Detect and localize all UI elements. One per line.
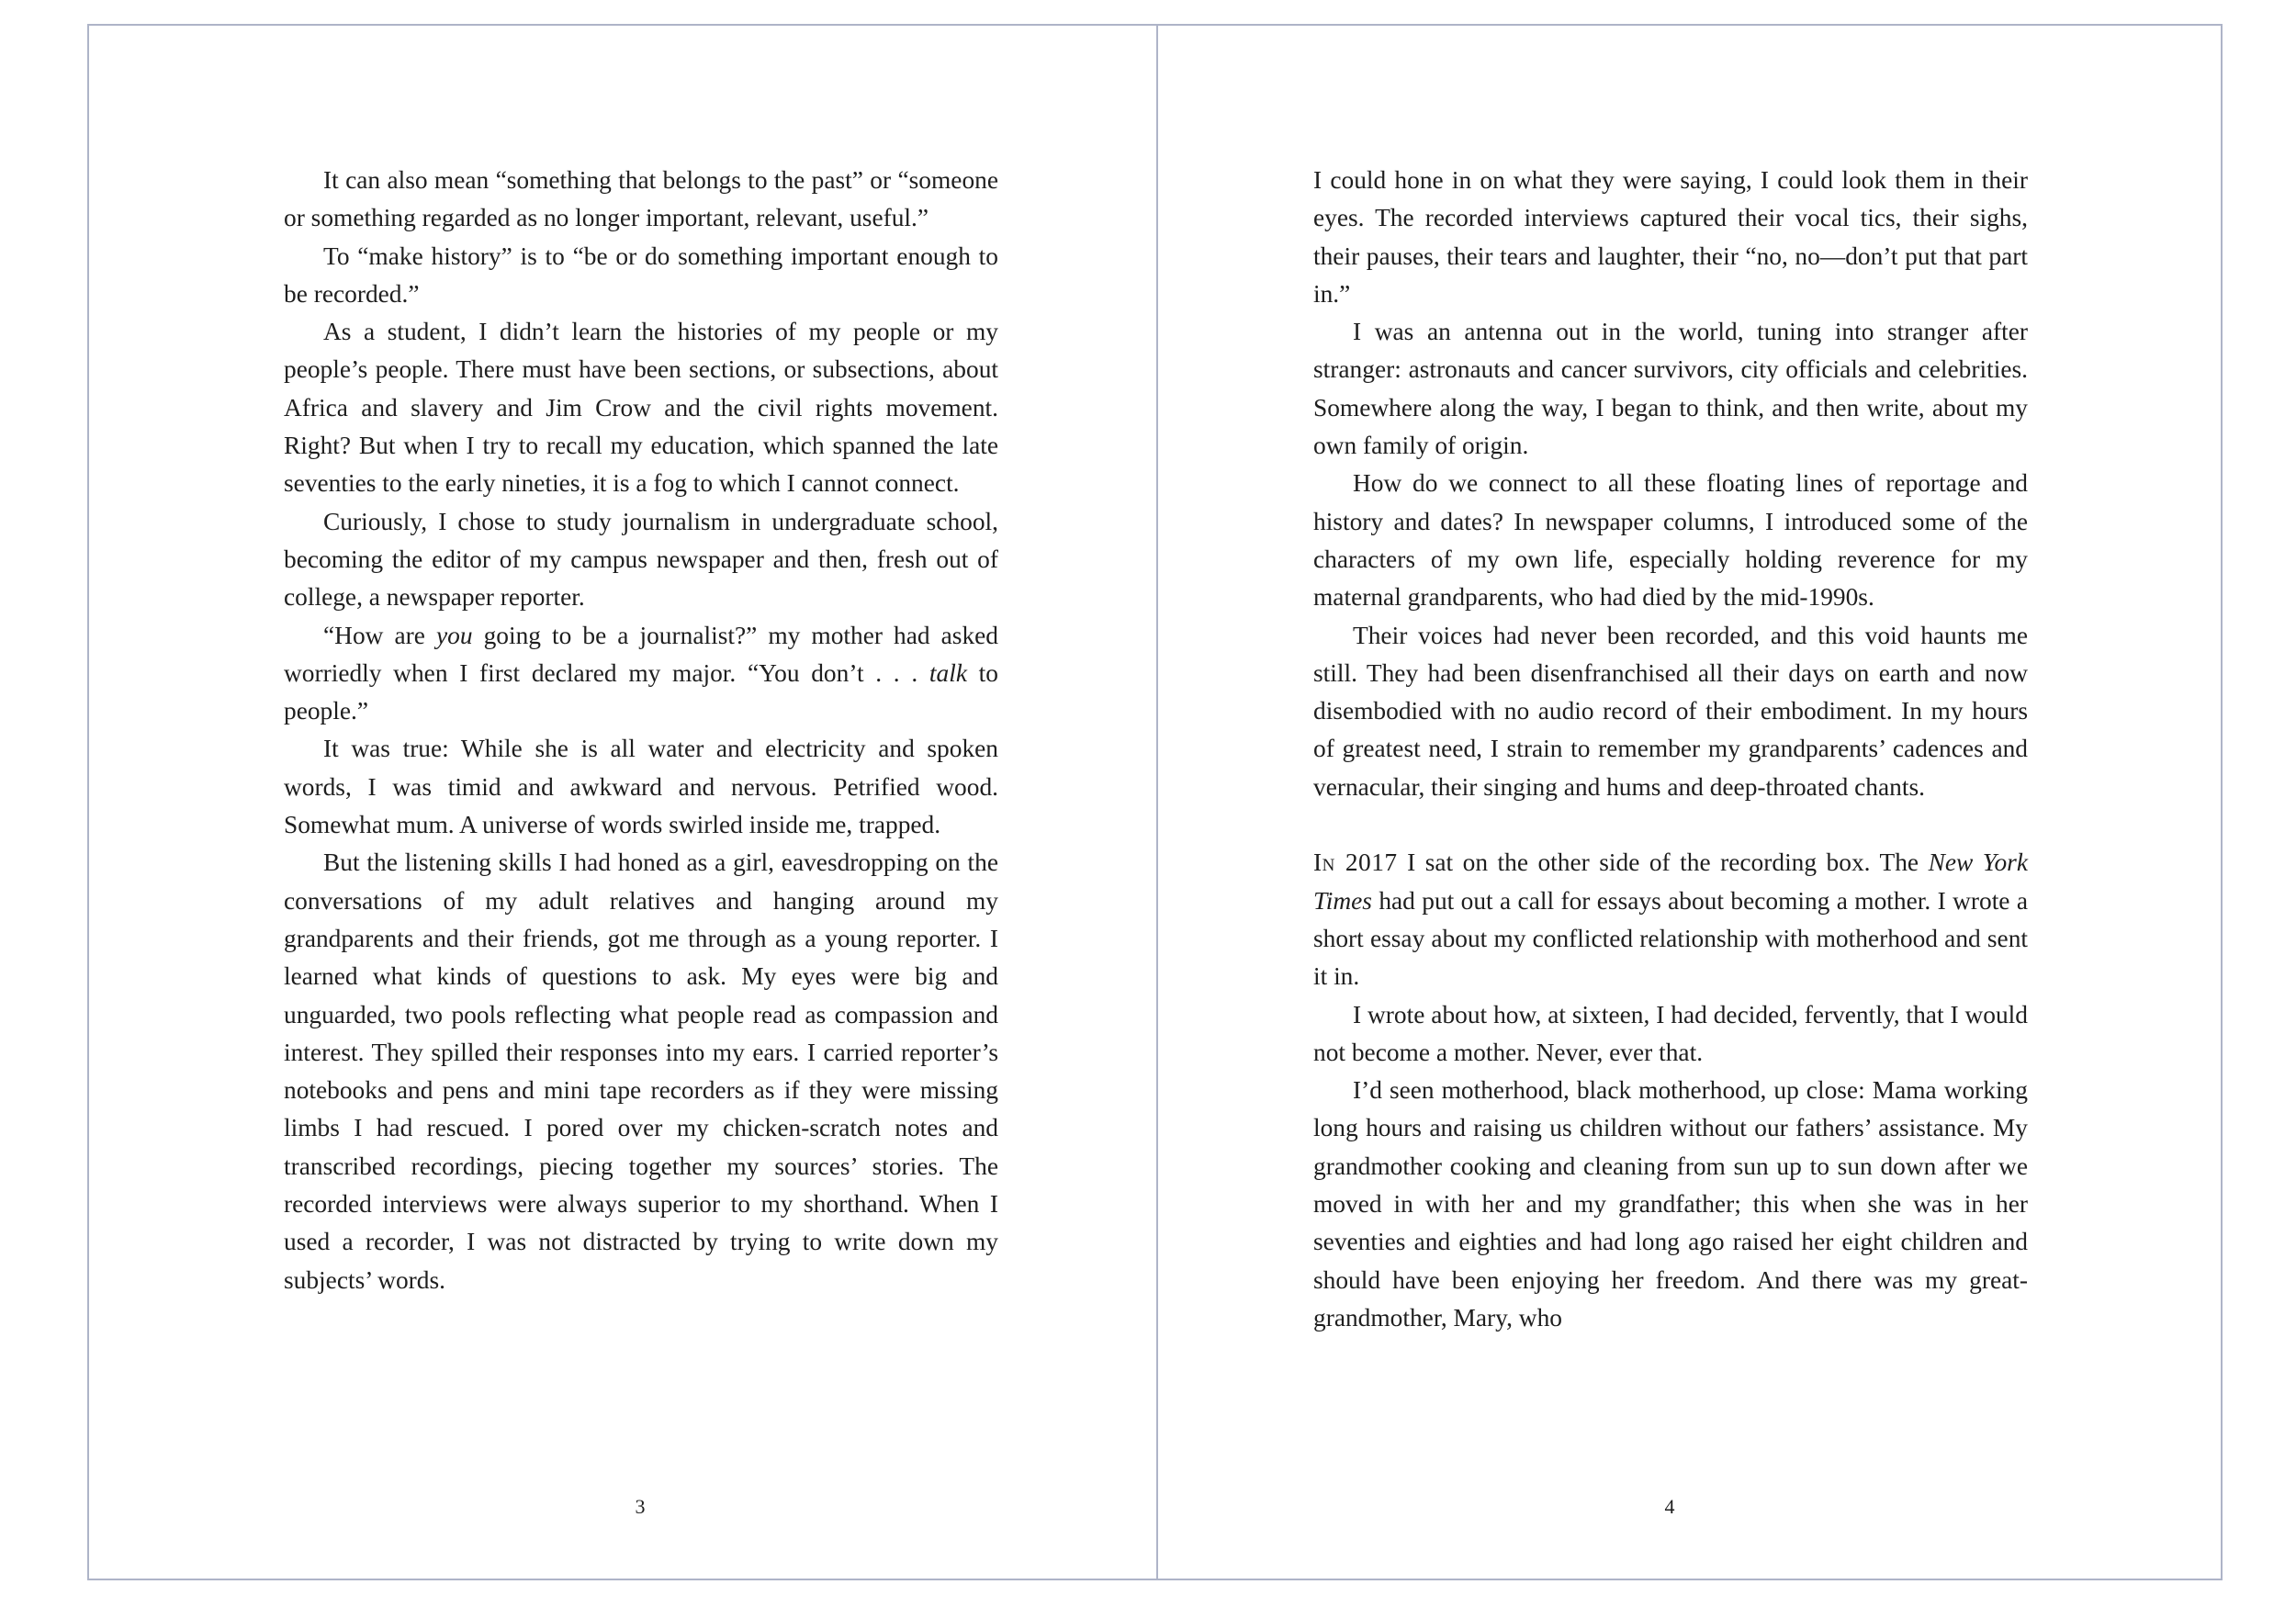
left-page-text: [284, 162, 998, 1299]
page-number-right: 4: [1664, 1495, 1675, 1518]
italic-text: talk: [929, 658, 967, 687]
text-run: I sat on the other side of the recording box. The: [1397, 848, 1929, 877]
italic-text: New York Times: [1313, 848, 2028, 915]
paragraph: [284, 617, 998, 731]
paragraph: I wrote about how, at sixteen, I had decided, fervently, that I would not become a mother. Never, ever that.: [1313, 1000, 2028, 1066]
right-page-text: [1313, 162, 2028, 1337]
paragraph: [1313, 844, 2028, 995]
paragraph: It can also mean “something that belongs to the past” or “someone or something regarded as no longer important, relevant, useful.”: [284, 166, 998, 232]
paragraph: I’d seen motherhood, black motherhood, up close: Mama working long hours and raising us children without our fathers’ assistance. My grandmother cooking and cleaning from sun up to sun down after we moved in with her and my grandfather; this when she was in her seventies and eighties and had long ago raised her eight children and should have been enjoying her freedom. And there was my great-grandmother, Mary, who: [1313, 1076, 2028, 1332]
paragraph: But the listening skills I had honed as a girl, eavesdropping on the conversations of my adult relatives and hanging around my grandparents and their friends, got me through as a young reporter. I learned what kinds of questions to ask. My eyes were big and unguarded, two pools reflecting what people read as compassion and interest. They spilled their responses into my ears. I carried reporter’s notebooks and pens and mini tape recorders as if they were missing limbs I had rescued. I pored over my chicken-scratch notes and transcribed recordings, piecing together my sources’ stories. The recorded interviews were always superior to my shorthand. When I used a recorder, I was not distracted by trying to write down my subjects’ words.: [284, 848, 998, 1294]
text-run: going to be a journalist?” my mother had asked worriedly when I first declared my major. “You don’t . . .: [284, 621, 998, 687]
text-run: to people.”: [284, 658, 998, 725]
book-spread: [87, 24, 2223, 1580]
smallcaps-text: In 2017: [1313, 848, 1398, 877]
paragraph: Their voices had never been recorded, and this void haunts me still. They had been disenfranchised all their days on earth and now disembodied with no audio record of their embodiment. In my hours of greatest need, I strain to remember my grandparents’ cadences and vernacular, their singing and hums and deep-throated chants.: [1313, 621, 2028, 801]
paragraph: Curiously, I chose to study journalism in undergraduate school, becoming the editor of my campus newspaper and then, fresh out of college, a newspaper reporter.: [284, 507, 998, 612]
paragraph: I could hone in on what they were saying, I could look them in their eyes. The recorded interviews captured their vocal tics, their sighs, their pauses, their tears and laughter, their “no, no—don’t put that part in.”: [1313, 166, 2028, 308]
text-run: had put out a call for essays about becoming a mother. I wrote a short essay about my conflicted relationship with motherhood and sent it in.: [1313, 886, 2028, 991]
paragraph: How do we connect to all these floating lines of reportage and history and dates? In newspaper columns, I introduced some of the characters of my own life, especially holding reverence for my maternal grandparents, who had died by the mid-1990s.: [1313, 469, 2028, 612]
left-page: [89, 26, 1156, 1579]
paragraph: As a student, I didn’t learn the histories of my people or my people’s people. There must have been sections, or subsections, about Africa and slavery and Jim Crow and the civil rights movement. Right? But when I try to recall my education, which spanned the late seventies to the early nineties, it is a fog to which I cannot connect.: [284, 318, 998, 498]
italic-text: you: [435, 621, 473, 649]
right-page: [1157, 26, 2224, 1579]
paragraph: To “make history” is to “be or do something important enough to be recorded.”: [284, 242, 998, 308]
page-number-left: 3: [635, 1495, 646, 1518]
text-run: “How are: [323, 621, 436, 649]
paragraph: It was true: While she is all water and electricity and spoken words, I was timid and awkward and nervous. Petrified wood. Somewhat mum. A universe of words swirled inside me, trapped.: [284, 735, 998, 839]
paragraph: I was an antenna out in the world, tuning into stranger after stranger: astronauts and cancer survivors, city officials and celebrities. Somewhere along the way, I began to think, and then write, about my own family of origin.: [1313, 318, 2028, 460]
